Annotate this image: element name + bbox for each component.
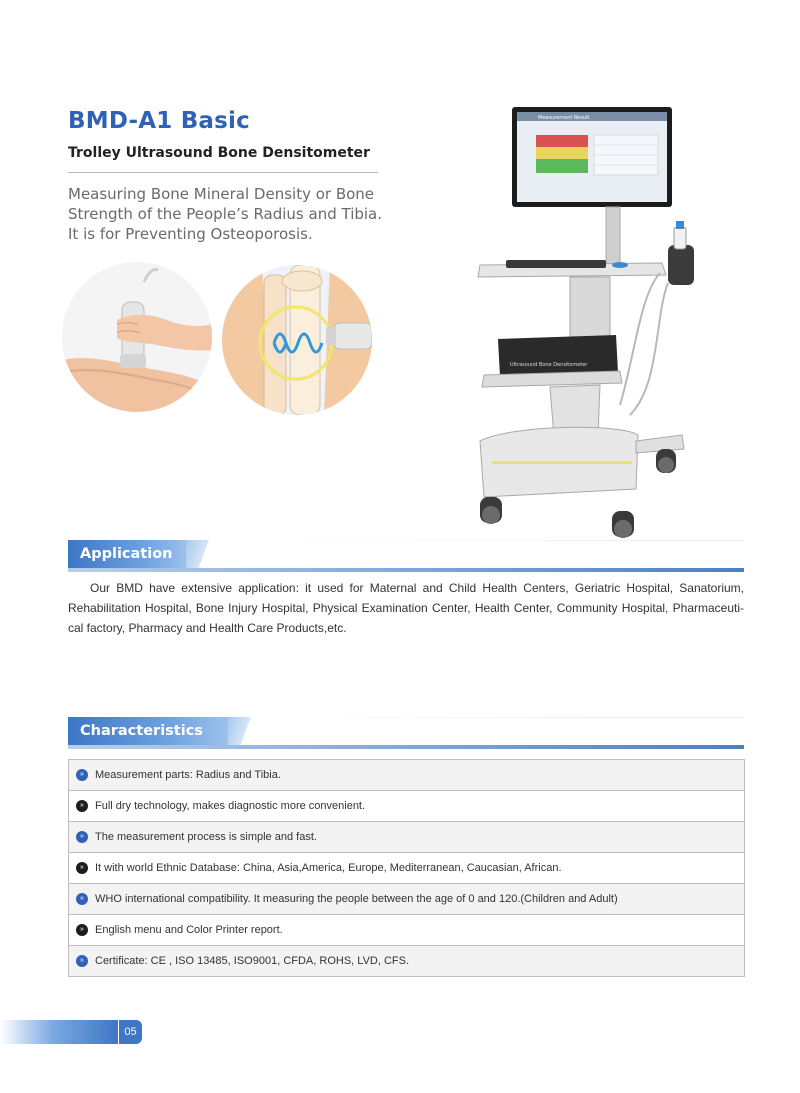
double-chevron-right-icon: » [76,862,88,874]
trolley-device-photo [470,105,700,545]
list-item-text: WHO international compatibility. It measuring the people between the age of 0 and 120.(Children and Adult) [95,893,618,905]
application-section-header [68,540,744,574]
product-tagline [68,184,398,244]
screen-title: Measurement Result [538,115,590,121]
header-baseline [68,568,744,572]
double-chevron-right-icon: » [76,769,88,781]
tibia-wave-illustration [222,265,372,415]
header-tab-cap [228,717,268,745]
double-chevron-right-icon: » [76,800,88,812]
list-item-text: It with world Ethnic Database: China, Asia,America, Europe, Mediterranean, Caucasian, African. [95,862,562,874]
list-item [69,853,744,884]
list-item-text: Measurement parts: Radius and Tibia. [95,769,281,781]
list-item [69,760,744,791]
characteristics-heading: Characteristics [68,717,240,745]
header-tab-cap [186,540,226,568]
header-topline [238,540,744,541]
tagline-line: It is for Preventing Osteoporosis. [68,225,313,243]
double-chevron-right-icon: » [76,893,88,905]
characteristics-list [68,759,745,977]
tagline-line: Strength of the People’s Radius and Tibia. [68,205,383,223]
page-number: 05 [118,1020,142,1044]
list-item-text: The measurement process is simple and fast. [95,831,317,843]
trolley-device-svg [470,105,700,545]
header-topline [238,717,744,718]
characteristics-section-header [68,717,744,751]
device-label: Ultrasound Bone Densitometer [510,362,588,368]
list-item [69,822,744,853]
application-text: Our BMD have extensive application: it used for Maternal and Child Health Centers, Geriatric Hospital, Sanatorium, Rehabilitation Hospital, Bone Injury Hospital, Physical Examination Center, Health Center, Community Hospital, Pharmaceuti-cal factory, Pharmacy and Health Care Products,etc. [68,581,744,635]
tibia-wave-svg [222,265,372,415]
title-divider [68,172,378,173]
list-item-text: Full dry technology, makes diagnostic more convenient. [95,800,366,812]
hand-probe-svg [62,262,212,412]
list-item-text: Certificate: CE , ISO 13485, ISO9001, CFDA, ROHS, LVD, CFS. [95,955,410,967]
double-chevron-right-icon: » [76,831,88,843]
list-item [69,884,744,915]
list-item [69,791,744,822]
list-item [69,915,744,946]
page-number-bar [0,1020,118,1044]
double-chevron-right-icon: » [76,955,88,967]
list-item [69,946,744,977]
page-subtitle: Trolley Ultrasound Bone Densitometer [68,145,370,161]
header-baseline [68,745,744,749]
hand-probe-illustration [62,262,212,412]
application-heading: Application [68,540,198,568]
tagline-line: Measuring Bone Mineral Density or Bone [68,185,375,203]
double-chevron-right-icon: » [76,924,88,936]
page-title: BMD-A1 Basic [68,108,250,134]
list-item-text: English menu and Color Printer report. [95,924,283,936]
